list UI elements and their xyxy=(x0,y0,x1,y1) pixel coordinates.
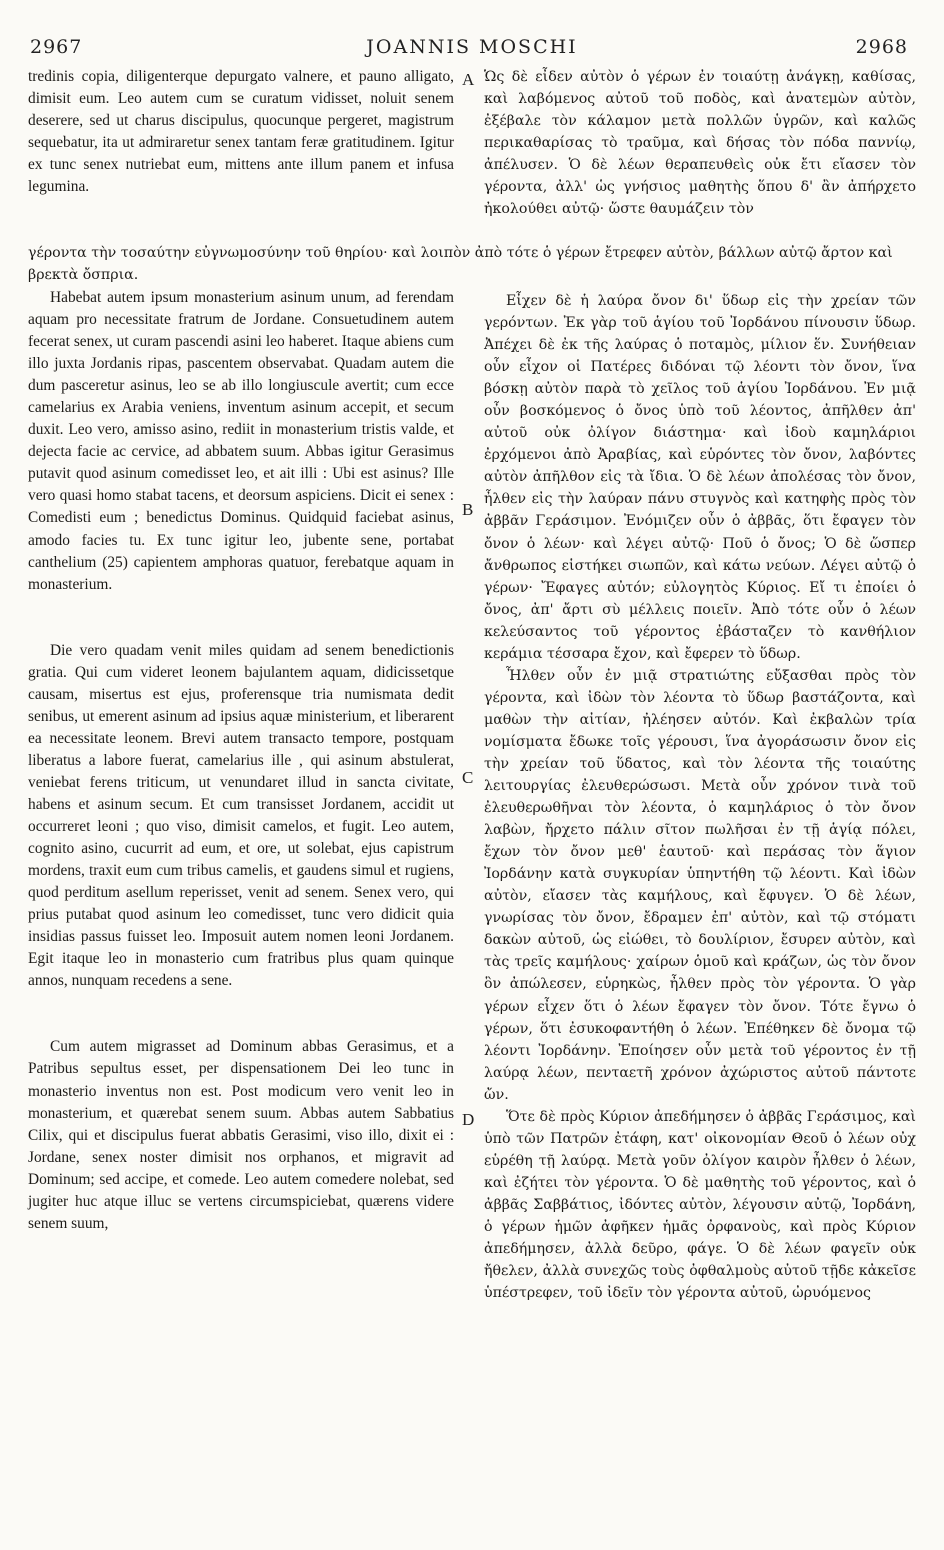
greek-paragraph-4: Ὅτε δὲ πρὸς Κύριον ἀπεδήμησεν ὁ ἀββᾶς Γεράσιμος, καὶ ὑπὸ τῶν Πατρῶν ἐτάφη, κατ' οἰκονομίαν Θεοῦ ὁ λέων οὐχ εὑρέθη τῇ λαύρᾳ. Μετὰ γοῦν ὀλίγον καιρὸν ἦλθεν ὁ λέων, καὶ ἐζήτει τὸν γέροντα. Ὁ δὲ μαθητὴς τοῦ γέροντος, καὶ ὁ ἀββᾶς Σαββάτιος, ἰδόντες αὐτὸν, λέγουσιν αὐτῷ, Ἰορδάνη, ὁ γέρων ἡμῶν ἀφῆκεν ἡμᾶς ὀρφανοὺς, καὶ πρὸς Κύριον ἀπεδήμησεν, ἀλλὰ δεῦρο, φάγε. Ὁ δὲ λέων φαγεῖν οὐκ ἤθελεν, ἀλλὰ συνεχῶς τοὺς ὀφθαλμοὺς αὐτοῦ τῇδε κἀκεῖσε ὑπέστρεφεν, τοῦ ἰδεῖν τὸν γέροντα αὐτοῦ, ὠρυόμενος xyxy=(484,1108,916,1302)
section-marker-c: C xyxy=(462,768,474,787)
running-title: JOANNIS MOSCHI xyxy=(366,36,578,58)
latin-column-top xyxy=(28,66,454,198)
greek-paragraph-3: Ἦλθεν οὖν ἐν μιᾷ στρατιώτης εὔξασθαι πρὸς τὸν γέροντα, καὶ ἰδὼν τὸν λέοντα τὸ ὕδωρ βαστάζοντα, καὶ μαθὼν τὴν αἰτίαν, ἠλέησεν αὐτόν. Καὶ ἐκβαλὼν τρία νομίσματα ἔδωκε τοῖς γέρουσι, ἵνα ἀγοράσωσιν ὄνον εἰς τὴν χρείαν τοῦ ὕδατος, καὶ τὸν λέοντα τῆς τοιαύτης λειτουργίας ἐλευθερώσωσι. Μετὰ οὖν χρόνον τινὰ τοῦ ἐλευθερωθῆναι τὸν λέοντα, ὁ καμηλάριος ὁ τὸν ὄνον λαβὼν, ἤρχετο πάλιν σῖτον πωλῆσαι ἐν τῇ ἁγίᾳ πόλει, ἔχων τὸν ὄνον μεθ' ἑαυτοῦ· καὶ περάσας τὸν ἅγιον Ἰορδάνην κατὰ συγκυρίαν ὑπηντήθη τῷ λέοντι. Καὶ ἰδὼν αὐτὸν, εἴασεν τὰς καμήλους, καὶ ἔφυγεν. Ὁ δὲ λέων, γνωρίσας τὸν ὄνον, ἔδραμεν ἐπ' αὐτὸν, καὶ τῷ στόματι δακὼν αὐτοῦ, ὡς εἰώθει, τὸ δουλίριον, ἔσυρεν αὐτὸν, καὶ τὰς τρεῖς καμήλους· χαίρων ὁμοῦ καὶ κράζων, ὡς τὸν ὄνον ὃν ἀπώλεσεν, εὑρηκὼς, ἦλθεν πρὸς τὸν γέροντα. Ὁ γὰρ γέρων εἶχεν ὅτι ὁ λέων ἔφαγεν τὸν ὄνον. Τότε ἔγνω ὁ γέρων, ὅτι ἐσυκοφαντήθη ὁ λέων. Ἐπέθηκεν δὲ ὄνομα τῷ λέοντι Ἰορδάνην. Ἐποίησεν οὖν μετὰ τοῦ γέροντος ἐν τῇ λαύρᾳ λέων, πενταετῆ χρόνον ἀχώριστος αὐτοῦ πάντοτε ὤν. xyxy=(484,667,916,1103)
left-page-number: 2967 xyxy=(30,36,83,58)
latin-column-main xyxy=(28,287,454,1235)
section-marker-a: A xyxy=(462,70,475,89)
latin-paragraph-2: Habebat autem ipsum monasterium asinum unum, ad ferendam aquam pro necessitate fratrum de Jordane. Consuetudinem autem fecerat senex, ut curam pascendi asini leo haberet. Itaque abiens cum illo juxta Jordanis ripas, pascentem observabat. Quadam autem die dum pasceretur asinus, leo se ab illo longiuscule avertit; cum ecce camelarius ex Arabia veniens, inventum asinum accepit, et secum duxit. Leo vero, amisso asino, rediit in monasterium tristis valde, et dejecta facie ac cervice, ad abbatem suum. Abbas igitur Gerasimus putavit quod asinum comedisset leo, et ait illi : Ubi est asinus? Ille vero quasi homo stabat tacens, et deorsum aspiciens. Dicit ei senex : Comedisti eum ; benedictus Dominus. Quidquid faciebat asinus, amodo facies tu. Ex tunc igitur leo, jubente sene, portabat canthelium (25) capientem amphoras quatuor, ferebatque aquam in monasterium. xyxy=(28,289,454,593)
greek-paragraph-2: Εἶχεν δὲ ἡ λαύρα ὄνον δι' ὕδωρ εἰς τὴν χρείαν τῶν γερόντων. Ἐκ γὰρ τοῦ ἁγίου τοῦ Ἰορδάνου πίνουσιν ὕδωρ. Ἀπέχει δὲ ἐκ τῆς λαύρας ὁ ποταμὸς, μίλιον ἕν. Συνήθειαν οὖν εἶχον οἱ Πατέρες διδόναι τῷ λέοντι τὸν ὄνον, ἵνα βόσκῃ αὐτὸν παρὰ τὸ χεῖλος τοῦ ἁγίου Ἰορδάνου. Ἐν μιᾷ οὖν βοσκόμενος ὁ ὄνος ὑπὸ τοῦ λέοντος, ἀπῆλθεν ἀπ' αὐτοῦ οὐκ ὀλίγον διάστημα· καὶ ἰδοὺ καμηλάριοι ἐρχόμενοι ἀπὸ Ἀραβίας, καὶ εὑρόντες τὸν ὄνον, λαβόντες αὐτὸν ἀπῆλθον εἰς τὰ ἴδια. Ὁ δὲ λέων ἀπολέσας τὸν ὄνον, ἦλθεν εἰς τὴν λαύραν πάνυ στυγνὸς καὶ κατηφὴς πρὸς τὸν ἀββᾶν Γεράσιμον. Ἐνόμιζεν οὖν ὁ ἀββᾶς, ὅτι ἔφαγεν τὸν ὄνον ὁ λέων· καὶ λέγει αὐτῷ· Ποῦ ὁ ὄνος; Ὁ δὲ ὥσπερ ἄνθρωπος εἱστήκει σιωπῶν, καὶ κάτω νεύων. Λέγει αὐτῷ ὁ γέρων· Ἔφαγες αὐτόν; εὐλογητὸς Κύριος. Εἴ τι ἐποίει ὁ ὄνος, ἀπ' ἄρτι σὺ μέλλεις ποιεῖν. Ἀπὸ τότε οὖν ὁ λέων κελεύσαντος τοῦ γέροντος ἐβάσταζεν τὸ κανθήλιον κεράμια τέσσαρα ἔχον, καὶ ἔφερεν τὸ ὕδωρ. xyxy=(484,293,916,662)
greek-column-top xyxy=(484,66,916,220)
section-marker-b: B xyxy=(462,500,474,519)
latin-paragraph-1: tredinis copia, diligenterque depurgato valnere, et pauno alligato, dimisit eum. Leo autem cum se curatum vidisset, noluit senem deserere, sed ut charus discipulus, quocunque pergeret, magistrum sequebatur, ita ut admiraretur senex tantam feræ gratitudinem. Igitur ex tunc senex nutriebat eum, mittens ante illum panem et infusa legumina. xyxy=(28,68,454,196)
latin-paragraph-4: Cum autem migrasset ad Dominum abbas Gerasimus, et a Patribus sepultus esset, per dispensationem Dei leo tunc in monasterio inventus non est. Post modicum vero venit leo in monasterium, et quærebat senem suum. Abbas autem Sabbatius Cilix, qui et discipulus fuerat abbatis Gerasimi, viso illo, dixit ei : Jordane, senex noster dimisit nos orphanos, et migravit ad Dominum; sed accipe, et comede. Leo autem comedere nolebat, sed jugiter huc atque illuc se vertens circumspiciebat, quærens videre senem suum, xyxy=(28,1038,454,1232)
right-page-number: 2968 xyxy=(855,36,908,58)
greek-paragraph-1: Ὡς δὲ εἶδεν αὐτὸν ὁ γέρων ἐν τοιαύτῃ ἀνάγκῃ, καθίσας, καὶ λαβόμενος αὐτοῦ τοῦ ποδὸς, καὶ ἀνατεμὼν αὐτὸν, ἐξέβαλε τὸν κάλαμον μετὰ πολλῶν ὑγρῶν, καὶ καλῶς περικαθαρίσας τὸ τραῦμα, καὶ δήσας τὸν πόδα παννίῳ, ἀπέλυσεν. Ὁ δὲ λέων θεραπευθεὶς οὐκ ἔτι εἴασεν τὸν γέροντα, ἀλλ' ὡς γνήσιος μαθητὴς ὅπου δ' ἂν ἀπήρχετο ἠκολούθει αὐτῷ· ὥστε θαυμάζειν τὸν xyxy=(484,69,916,218)
greek-column-main xyxy=(484,290,916,1304)
greek-full-width-line: γέροντα τὴν τοσαύτην εὐγνωμοσύνην τοῦ θηρίου· καὶ λοιπὸν ἀπὸ τότε ὁ γέρων ἔτρεφεν αὐτὸν, βάλλων αὐτῷ ἄρτον καὶ βρεκτὰ ὄσπρια. xyxy=(28,245,893,283)
section-marker-d: D xyxy=(462,1110,475,1129)
latin-paragraph-3: Die vero quadam venit miles quidam ad senem benedictionis gratia. Qui cum videret leonem bajulantem aquam, didicissetque causam, misertus est ejus, proferensque tria numismata dedit senibus, ut emerent asinum ad ipsius aquæ ministerium, et liberarent ea necessitate leonem. Brevi autem transacto tempore, postquam liberatus a labore fuerat, camelarius ille , qui asinum abstulerat, veniebat ferens triticum, ut venundaret illud in sancta civitate, habens et asinum secum. Et cum transisset Jordanem, accidit ut occurreret leoni ; quo viso, dimisit camelos, et fugit. Leo autem, cognito asino, cucurrit ad eum, et ore, ut solebat, ejus capistrum mordens, traxit eum cum tribus camelis, et gaudens simul et rugiens, quod perditum asellum reperisset, venit ad senem. Senex vero, qui prius putabat quod asinum leo comedisset, tunc vero didicit quia insidias passus fuisset leo. Imposuit autem nomen leoni Jordanem. Egit itaque leo in monasterio cum fratribus plus quam quinque annos, nunquam recedens a sene. xyxy=(28,641,454,990)
